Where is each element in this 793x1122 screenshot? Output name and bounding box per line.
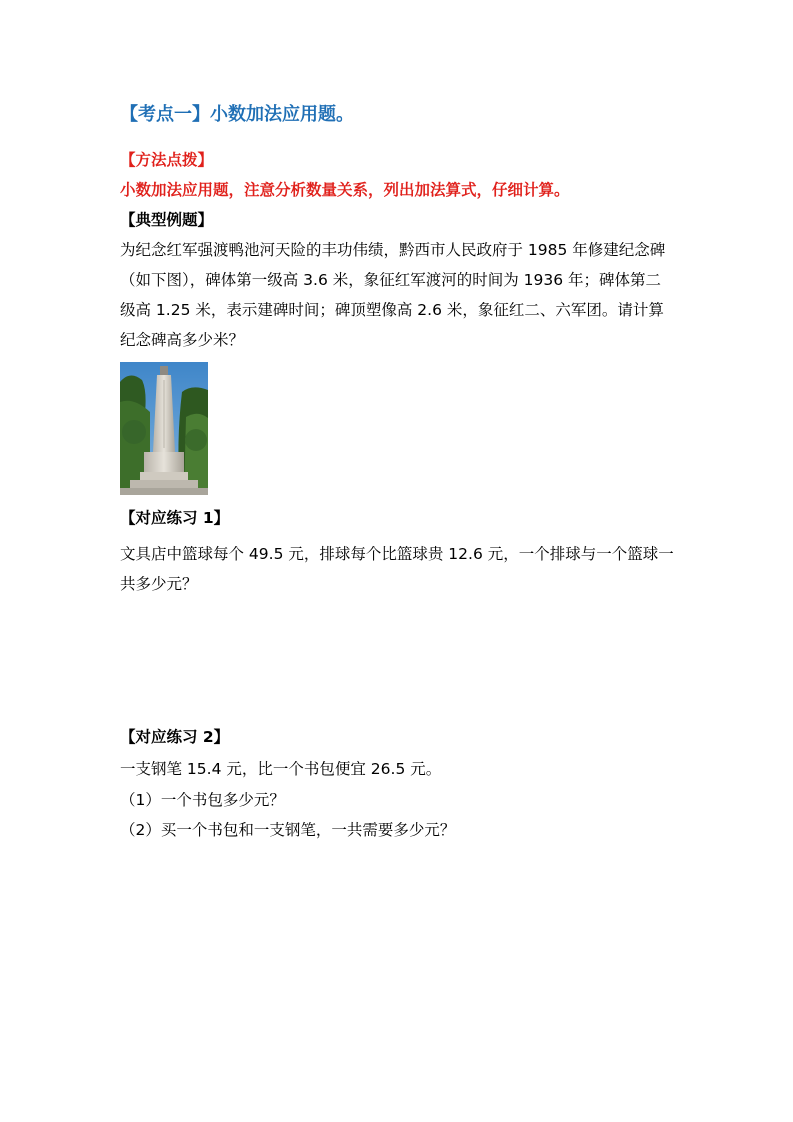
example-line-3: 级高 1.25 米，表示建碑时间；碑顶塑像高 2.6 米，象征红二、六军团。请计算 (120, 301, 664, 319)
monument-photo (120, 362, 208, 495)
topic-heading: 【考点一】小数加法应用题。 (120, 104, 354, 125)
method-title: 【方法点拨】 (120, 151, 214, 169)
example-line-4: 纪念碑高多少米？ (120, 331, 245, 349)
example-line-2: （如下图），碑体第一级高 3.6 米，象征红军渡河的时间为 1936 年；碑体第二 (120, 271, 662, 289)
example-line-1: 为纪念红军强渡鸭池河天险的丰功伟绩，黔西市人民政府于 1985 年修建纪念碑 (120, 241, 666, 259)
practice2-question-1: （1）一个书包多少元？ (120, 791, 285, 809)
practice1-line-2: 共多少元？ (120, 575, 198, 593)
practice2-title: 【对应练习 2】 (120, 728, 230, 746)
practice2-intro: 一支钢笔 15.4 元，比一个书包便宜 26.5 元。 (120, 760, 442, 778)
method-text: 小数加法应用题，注意分析数量关系，列出加法算式，仔细计算。 (120, 181, 570, 199)
practice2-question-2: （2）买一个书包和一支钢笔，一共需要多少元？ (120, 821, 456, 839)
example-title: 【典型例题】 (120, 211, 214, 229)
practice1-title: 【对应练习 1】 (120, 509, 230, 527)
practice1-line-1: 文具店中篮球每个 49.5 元，排球每个比篮球贵 12.6 元，一个排球与一个篮球一 (120, 545, 674, 563)
